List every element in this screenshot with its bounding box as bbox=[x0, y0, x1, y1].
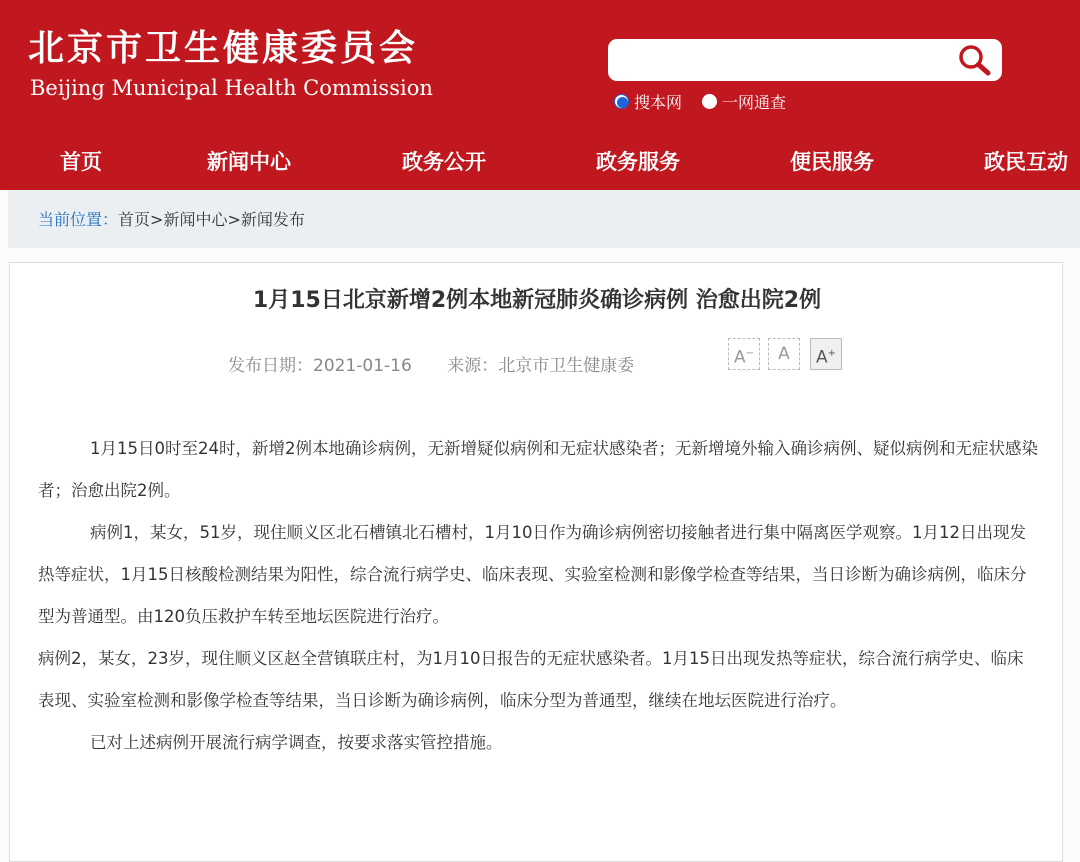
article-body bbox=[38, 428, 1038, 764]
article-paragraph: 病例2，某女，23岁，现住顺义区赵全营镇联庄村，为1月10日报告的无症状感染者。1月15日出现发热等症状，综合流行病学史、临床表现、实验室检测和影像学检查等结果，当日诊断为确诊病例，临床分型为普通型，继续在地坛医院进行治疗。 bbox=[38, 649, 1024, 710]
font-size-decrease-button[interactable]: A− bbox=[728, 338, 760, 370]
breadcrumb-news-release[interactable]: 新闻发布 bbox=[240, 210, 305, 229]
site-logo-english[interactable]: Beijing Municipal Health Commission bbox=[30, 76, 433, 100]
nav-home[interactable]: 首页 bbox=[60, 150, 102, 174]
publish-date: 发布日期：2021-01-16 bbox=[228, 356, 412, 376]
article-meta bbox=[228, 351, 664, 376]
breadcrumb bbox=[38, 207, 305, 230]
nav-gov-affairs-open[interactable]: 政务公开 bbox=[402, 150, 486, 174]
search-icon[interactable] bbox=[956, 42, 994, 78]
breadcrumb-home[interactable]: 首页 bbox=[118, 210, 151, 229]
article-paragraph: 已对上述病例开展流行病学调查，按要求落实管控措施。 bbox=[90, 733, 503, 752]
breadcrumb-bar bbox=[8, 190, 1080, 248]
search-box bbox=[608, 39, 1002, 81]
radio-selected-icon[interactable] bbox=[614, 94, 629, 109]
article-paragraph: 1月15日0时至24时，新增2例本地确诊病例，无新增疑似病例和无症状感染者；无新增境外输入确诊病例、疑似病例和无症状感染者；治愈出院2例。 bbox=[38, 439, 1038, 500]
breadcrumb-news-center[interactable]: 新闻中心 bbox=[163, 210, 228, 229]
nav-gov-services[interactable]: 政务服务 bbox=[596, 150, 680, 174]
radio-search-all-label: 一网通查 bbox=[722, 92, 787, 112]
site-header bbox=[0, 0, 1080, 190]
nav-news-center[interactable]: 新闻中心 bbox=[207, 150, 291, 174]
search-input[interactable] bbox=[620, 45, 954, 77]
font-size-reset-button[interactable]: A bbox=[768, 338, 800, 370]
article-source: 来源：北京市卫生健康委 bbox=[447, 356, 635, 376]
nav-interaction[interactable]: 政民互动 bbox=[984, 150, 1068, 174]
breadcrumb-separator: > bbox=[150, 210, 164, 229]
article-paragraph: 病例1，某女，51岁，现住顺义区北石槽镇北石槽村，1月10日作为确诊病例密切接触者进行集中隔离医学观察。1月12日出现发热等症状，1月15日核酸检测结果为阳性，综合流行病学史、临床表现、实验室检测和影像学检查等结果，当日诊断为确诊病例，临床分型为普通型。由120负压救护车转至地坛医院进行治疗。 bbox=[38, 523, 1027, 626]
radio-search-all[interactable] bbox=[702, 90, 786, 112]
breadcrumb-separator: > bbox=[227, 210, 241, 229]
nav-public-services[interactable]: 便民服务 bbox=[790, 150, 874, 174]
site-logo-chinese[interactable]: 北京市卫生健康委员会 bbox=[28, 27, 419, 69]
radio-unselected-icon[interactable] bbox=[702, 94, 717, 109]
article-title: 1月15日北京新增2例本地新冠肺炎确诊病例 治愈出院2例 bbox=[252, 288, 822, 313]
font-size-increase-button[interactable]: A+ bbox=[810, 338, 842, 370]
radio-search-site-label: 搜本网 bbox=[634, 92, 683, 112]
article-panel bbox=[9, 262, 1063, 862]
breadcrumb-label: 当前位置： bbox=[38, 210, 119, 229]
radio-search-site[interactable] bbox=[614, 90, 682, 112]
